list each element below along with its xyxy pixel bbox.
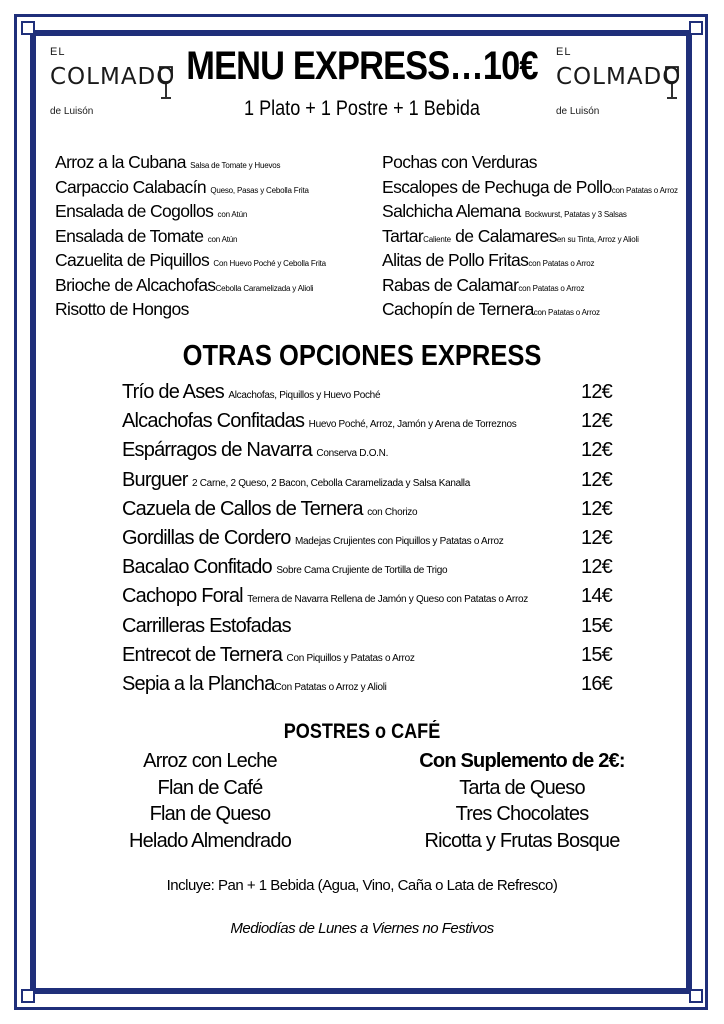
dish-name: Tartar (382, 225, 424, 246)
logo-subtitle: de Luisón (50, 106, 94, 117)
dish-desc-mid: Caliente (423, 234, 451, 244)
suplemento-header: Con Suplemento de 2€: (419, 750, 625, 772)
dish-item (55, 152, 326, 177)
dish-name: Brioche de Alcachofas (55, 274, 216, 295)
option-name: Trío de Ases (122, 381, 224, 403)
dish-desc: con Patatas o Arroz (518, 283, 585, 293)
dish-name: Rabas de Calamar (382, 274, 519, 295)
dessert-item: Helado Almendrado (128, 829, 292, 852)
option-name: Espárragos de Navarra (122, 439, 312, 462)
option-item (122, 556, 612, 585)
option-price: 12€ (581, 439, 612, 462)
dish-name: Cazuelita de Piquillos (55, 250, 210, 270)
dish-desc: en su Tinta, Arroz y Alioli (556, 234, 639, 244)
dish-name: Escalopes de Pechuga de Pollo (382, 176, 612, 197)
option-desc: Con Patatas o Arroz y Alioli (274, 681, 387, 693)
option-price: 12€ (581, 497, 612, 520)
option-name: Alcachofas Confitadas (122, 410, 305, 433)
logo-name: COLMADO (556, 64, 682, 90)
option-price: 15€ (581, 614, 612, 637)
postres-right-column (392, 750, 652, 856)
option-item (122, 410, 612, 439)
option-desc: Alcachofas, Piquillos y Huevo Poché (228, 390, 381, 401)
dish-name: Risotto de Hongos (55, 299, 189, 319)
dish-desc: con Patatas o Arroz (611, 185, 678, 195)
dessert-item: Ricotta y Frutas Bosque (424, 829, 620, 852)
option-name: Cazuela de Callos de Ternera (122, 497, 363, 520)
option-desc: con Chorizo (367, 506, 418, 518)
option-price: 12€ (581, 468, 612, 491)
dessert-item: Flan de Café (157, 776, 263, 799)
menu-subtitle: 1 Plato + 1 Postre + 1 Bebida (244, 97, 480, 120)
dish-item (55, 201, 326, 226)
otras-opciones-title: OTRAS OPCIONES EXPRESS (182, 340, 542, 372)
option-item (122, 381, 612, 410)
dish-item (382, 275, 678, 300)
dish-name: Salchicha Alemana (382, 201, 521, 221)
dessert-item: Tres Chocolates (455, 803, 589, 825)
option-desc: Ternera de Navarra Rellena de Jamón y Queso con Patatas o Arroz (247, 594, 528, 606)
dish-item (55, 299, 326, 324)
dish-name: Alitas de Pollo Fritas (382, 250, 529, 270)
dish-desc: con Patatas o Arroz (528, 259, 595, 268)
option-item (122, 644, 612, 673)
dish-item (55, 226, 326, 251)
logo-el: EL (50, 46, 66, 58)
option-name: Entrecot de Ternera (122, 643, 283, 666)
logo-name: COLMADO (50, 64, 176, 90)
corner-ornament (689, 989, 703, 1003)
dish-name: Carpaccio Calabacín (55, 176, 207, 197)
option-price: 16€ (581, 672, 612, 695)
dias-note: Mediodías de Lunes a Viernes no Festivos (230, 920, 494, 937)
option-desc: Con Piquillos y Patatas o Arroz (286, 652, 415, 664)
option-item (122, 498, 612, 527)
option-item (122, 673, 612, 702)
dishes-left-column (55, 152, 326, 324)
menu-title: MENU EXPRESS…10€ (186, 44, 538, 88)
dish-item (55, 177, 326, 202)
dish-desc: Queso, Pasas y Cebolla Frita (210, 185, 309, 195)
dish-item (382, 299, 678, 324)
dish-item (382, 250, 678, 275)
option-name: Gordillas de Cordero (122, 526, 291, 549)
dish-name: Cachopín de Ternera (382, 299, 534, 319)
option-desc: 2 Carne, 2 Queso, 2 Bacon, Cebolla Caramelizada y Salsa Kanalla (192, 477, 470, 489)
option-price: 15€ (581, 643, 612, 666)
corner-ornament (21, 989, 35, 1003)
dish-desc: con Patatas o Arroz (533, 308, 600, 317)
option-price: 14€ (581, 585, 612, 608)
logo-el: EL (556, 46, 572, 58)
option-price: 12€ (581, 556, 612, 579)
option-item (122, 469, 612, 498)
dish-desc: Con Huevo Poché y Cebolla Frita (213, 259, 326, 268)
option-item (122, 439, 612, 468)
corner-ornament (21, 21, 35, 35)
option-item (122, 585, 612, 614)
dish-desc: Cebolla Caramelizada y Alioli (215, 283, 314, 293)
corner-ornament (689, 21, 703, 35)
option-desc: Madejas Crujientes con Piquillos y Patatas o Arroz (295, 535, 504, 547)
dish-item (382, 226, 678, 251)
option-name: Burguer (122, 468, 188, 491)
postres-title: POSTRES o CAFÉ (283, 720, 441, 743)
postres-left-column (80, 750, 340, 856)
option-item (122, 615, 612, 644)
option-name: Carrilleras Estofadas (122, 614, 291, 637)
dish-desc: con Atún (217, 210, 248, 219)
incluye-note: Incluye: Pan + 1 Bebida (Agua, Vino, Caña o Lata de Refresco) (166, 877, 558, 894)
dish-item (382, 152, 678, 177)
dish-name: Pochas con Verduras (382, 152, 537, 172)
option-price: 12€ (581, 526, 612, 549)
dessert-item: Arroz con Leche (143, 750, 277, 772)
otras-opciones-list (122, 381, 612, 702)
option-desc: Conserva D.O.N. (316, 448, 389, 460)
option-desc: Huevo Poché, Arroz, Jamón y Arena de Torreznos (308, 419, 517, 431)
option-desc: Sobre Cama Crujiente de Tortilla de Trigo (276, 565, 448, 577)
option-name: Bacalao Confitado (122, 556, 272, 579)
dish-item (55, 250, 326, 275)
dish-item (382, 177, 678, 202)
dish-item (55, 275, 326, 300)
dessert-item: Tarta de Queso (459, 776, 585, 799)
dish-name: Arroz a la Cubana (55, 152, 186, 172)
dish-item (382, 201, 678, 226)
logo-subtitle: de Luisón (556, 106, 600, 117)
dish-name: Ensalada de Tomate (55, 225, 204, 246)
option-name: Cachopo Foral (122, 585, 243, 608)
dishes-right-column (382, 152, 678, 324)
dish-name: Ensalada de Cogollos (55, 201, 214, 221)
option-item (122, 527, 612, 556)
option-price: 12€ (581, 381, 612, 403)
dish-desc: Salsa de Tomate y Huevos (190, 161, 281, 170)
option-price: 12€ (581, 410, 612, 433)
option-name: Sepia a la Plancha (122, 672, 275, 695)
dish-name-second: de Calamares (455, 225, 557, 246)
dish-desc: con Atún (207, 234, 238, 244)
dish-desc: Bockwurst, Patatas y 3 Salsas (524, 210, 627, 219)
dessert-item: Flan de Queso (149, 803, 271, 825)
